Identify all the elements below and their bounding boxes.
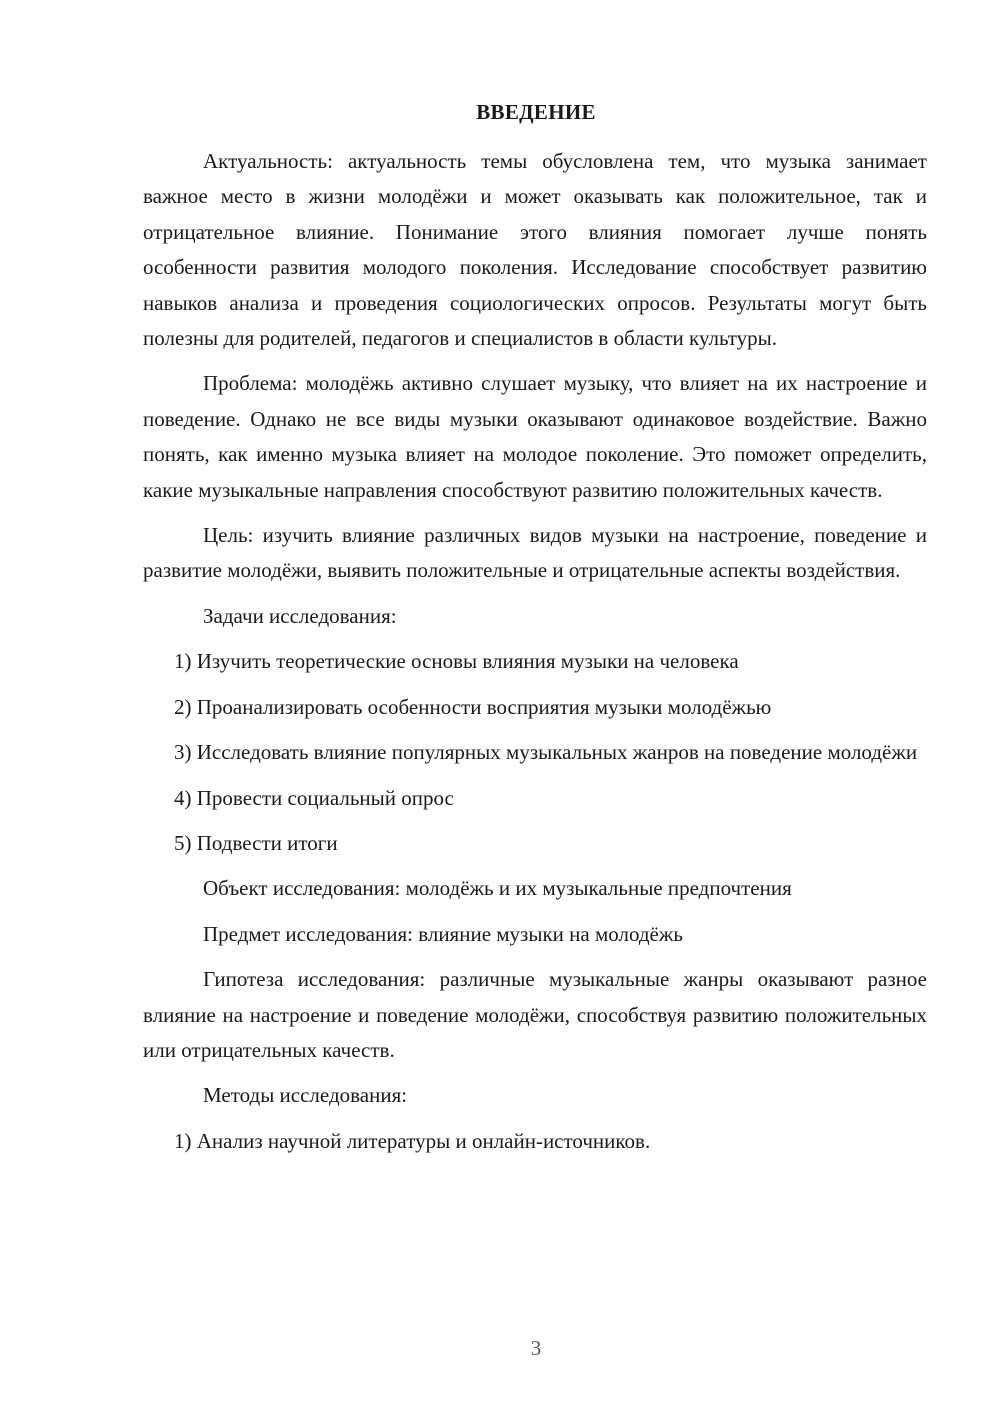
paragraph-problem: Проблема: молодёжь активно слушает музыку, что влияет на их настроение и поведение. Однако не все виды музыки оказывают одинаковое воздействие. Важно понять, как именно музыка влияет на молодое поколение. Это поможет определить, какие музыкальные направления способствуют развитию положительных качеств.: [143, 371, 927, 502]
document-body: [143, 144, 927, 1169]
task-item: 1) Изучить теоретические основы влияния музыки на человека: [174, 649, 739, 674]
method-item: 1) Анализ научной литературы и онлайн-источников.: [174, 1128, 651, 1153]
task-item: 5) Подвести итоги: [174, 830, 338, 855]
paragraph-goal: Цель: изучить влияние различных видов музыки на настроение, поведение и развитие молодёжи, выявить положительные и отрицательные аспекты воздействия.: [143, 523, 927, 583]
methods-heading: Методы исследования:: [203, 1083, 408, 1108]
paragraph-relevance: Актуальность: актуальность темы обусловлена тем, что музыка занимает важное место в жизни молодёжи и может оказывать как положительное, так и отрицательное влияние. Понимание этого влияния помогает лучше понять особенности развития молодого поколения. Исследование способствует развитию навыков анализа и проведения социологических опросов. Результаты могут быть полезны для родителей, педагогов и специалистов в области культуры.: [143, 149, 927, 351]
task-item: 4) Провести социальный опрос: [174, 785, 454, 810]
task-item: 2) Проанализировать особенности восприятия музыки молодёжью: [174, 694, 772, 719]
paragraph-hypothesis: Гипотеза исследования: различные музыкальные жанры оказывают разное влияние на настроение и поведение молодёжи, способствуя развитию положительных или отрицательных качеств.: [143, 967, 927, 1062]
paragraph-object: Объект исследования: молодёжь и их музыкальные предпочтения: [203, 876, 792, 901]
paragraph-subject: Предмет исследования: влияние музыки на молодёжь: [203, 921, 683, 946]
tasks-heading: Задачи исследования:: [203, 603, 397, 628]
page-number: 3: [530, 1336, 542, 1360]
section-title: ВВЕДЕНИЕ: [476, 100, 596, 124]
task-item: 3) Исследовать влияние популярных музыкальных жанров на поведение молодёжи: [174, 740, 918, 765]
